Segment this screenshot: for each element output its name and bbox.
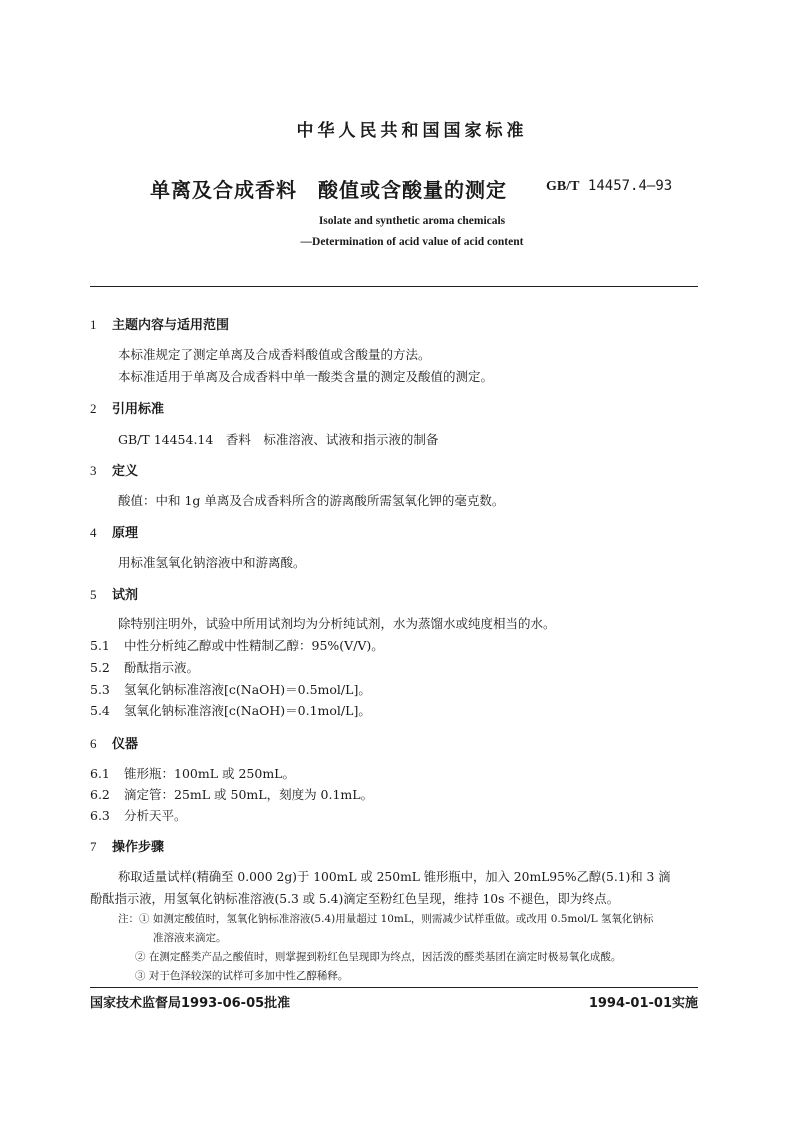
section-number: 4 <box>90 525 97 540</box>
section-title: 原理 <box>112 526 139 541</box>
section-number: 5 <box>90 587 97 602</box>
section-number: 6 <box>90 736 97 751</box>
list-item <box>90 764 295 782</box>
list-item <box>90 785 373 803</box>
item-text: 酚酞指示液。 <box>124 660 200 675</box>
section-number: 3 <box>90 463 97 478</box>
note-1-line-2: 准溶液来滴定。 <box>153 932 227 944</box>
standard-code <box>546 178 672 195</box>
section-title: 仪器 <box>112 737 139 752</box>
item-number: 5.1 <box>90 638 110 653</box>
item-text: 锥形瓶：100mL 或 250mL。 <box>124 766 295 781</box>
section-number: 2 <box>90 401 97 416</box>
section-3-heading <box>90 460 138 479</box>
section-2-paragraph-1: GB/T 14454.14 香料 标准溶液、试液和指示液的制备 <box>118 432 439 447</box>
national-standard-heading: 中华人民共和国国家标准 <box>296 121 528 141</box>
section-number: 1 <box>90 317 97 332</box>
note-2: ② 在测定醛类产品之酸值时，则掌握到粉红色呈现即为终点，因活泼的醛类基团在滴定时极易氧化成酸。 <box>135 951 622 963</box>
section-4-paragraph-1: 用标准氢氧化钠溶液中和游离酸。 <box>118 555 306 570</box>
section-4-heading <box>90 522 138 541</box>
section-title: 引用标准 <box>112 402 165 417</box>
effective-date: 1994-01-01实施 <box>588 996 698 1011</box>
item-text: 分析天平。 <box>124 808 187 823</box>
standard-code-number: 14457.4—93 <box>587 178 673 194</box>
document-title-cn: 单离及合成香料 酸值或含酸量的测定 <box>150 178 507 202</box>
section-7-heading <box>90 836 164 855</box>
section-5-paragraph-1: 除特别注明外，试验中所用试剂均为分析纯试剂，水为蒸馏水或纯度相当的水。 <box>118 616 556 631</box>
list-item <box>90 680 371 698</box>
approval-date: 国家技术监督局1993-06-05批准 <box>90 996 291 1011</box>
section-7-paragraph-2: 酚酞指示液，用氢氧化钠标准溶液(5.3 或 5.4)滴定至粉红色呈现，维持 10s 不褪色，即为终点。 <box>90 892 619 906</box>
section-number: 7 <box>90 839 97 854</box>
standard-code-prefix: GB/T <box>546 179 580 194</box>
section-title: 试剂 <box>112 588 139 603</box>
item-number: 5.3 <box>90 682 110 697</box>
section-1-paragraph-1: 本标准规定了测定单离及合成香料酸值或含酸量的方法。 <box>118 347 431 362</box>
section-5-heading <box>90 584 138 603</box>
section-2-heading <box>90 398 164 417</box>
item-number: 6.3 <box>90 808 110 823</box>
section-6-heading <box>90 733 138 752</box>
list-item <box>90 636 384 654</box>
item-number: 6.1 <box>90 766 110 781</box>
item-text: 滴定管：25mL 或 50mL，刻度为 0.1mL。 <box>124 787 374 802</box>
section-title: 主题内容与适用范围 <box>112 318 230 333</box>
item-number: 6.2 <box>90 787 110 802</box>
section-title: 定义 <box>112 464 139 479</box>
header-divider <box>90 286 698 287</box>
list-item <box>90 658 199 676</box>
section-1-heading <box>90 314 229 333</box>
item-text: 氢氧化钠标准溶液[c(NaOH)＝0.5mol/L]。 <box>124 682 371 697</box>
item-number: 5.2 <box>90 660 110 675</box>
item-number: 5.4 <box>90 703 110 718</box>
item-text: 中性分析纯乙醇或中性精制乙醇：95%(V/V)。 <box>124 638 384 653</box>
section-3-paragraph-1: 酸值：中和 1g 单离及合成香料所含的游离酸所需氢氧化钾的毫克数。 <box>118 493 505 508</box>
note-1-line-1: 注：① 如测定酸值时，氢氧化钠标准溶液(5.4)用量超过 10mL，则需减少试样重做。或改用 0.5mol/L 氢氧化钠标 <box>118 913 654 925</box>
section-1-paragraph-2: 本标准适用于单离及合成香料中单一酸类含量的测定及酸值的测定。 <box>118 369 494 384</box>
document-title-en-line2: —Determination of acid value of acid content <box>300 236 524 248</box>
section-7-paragraph-1: 称取适量试样(精确至 0.000 2g)于 100mL 或 250mL 锥形瓶中，加入 20mL95%乙醇(5.1)和 3 滴 <box>118 870 671 884</box>
section-title: 操作步骤 <box>112 840 165 855</box>
item-text: 氢氧化钠标准溶液[c(NaOH)＝0.1mol/L]。 <box>124 703 371 718</box>
list-item <box>90 806 187 824</box>
document-title-en-line1: Isolate and synthetic aroma chemicals <box>318 215 506 227</box>
footer-divider <box>90 987 698 988</box>
note-3: ③ 对于色泽较深的试样可多加中性乙醇稀释。 <box>135 970 349 982</box>
list-item <box>90 701 371 719</box>
